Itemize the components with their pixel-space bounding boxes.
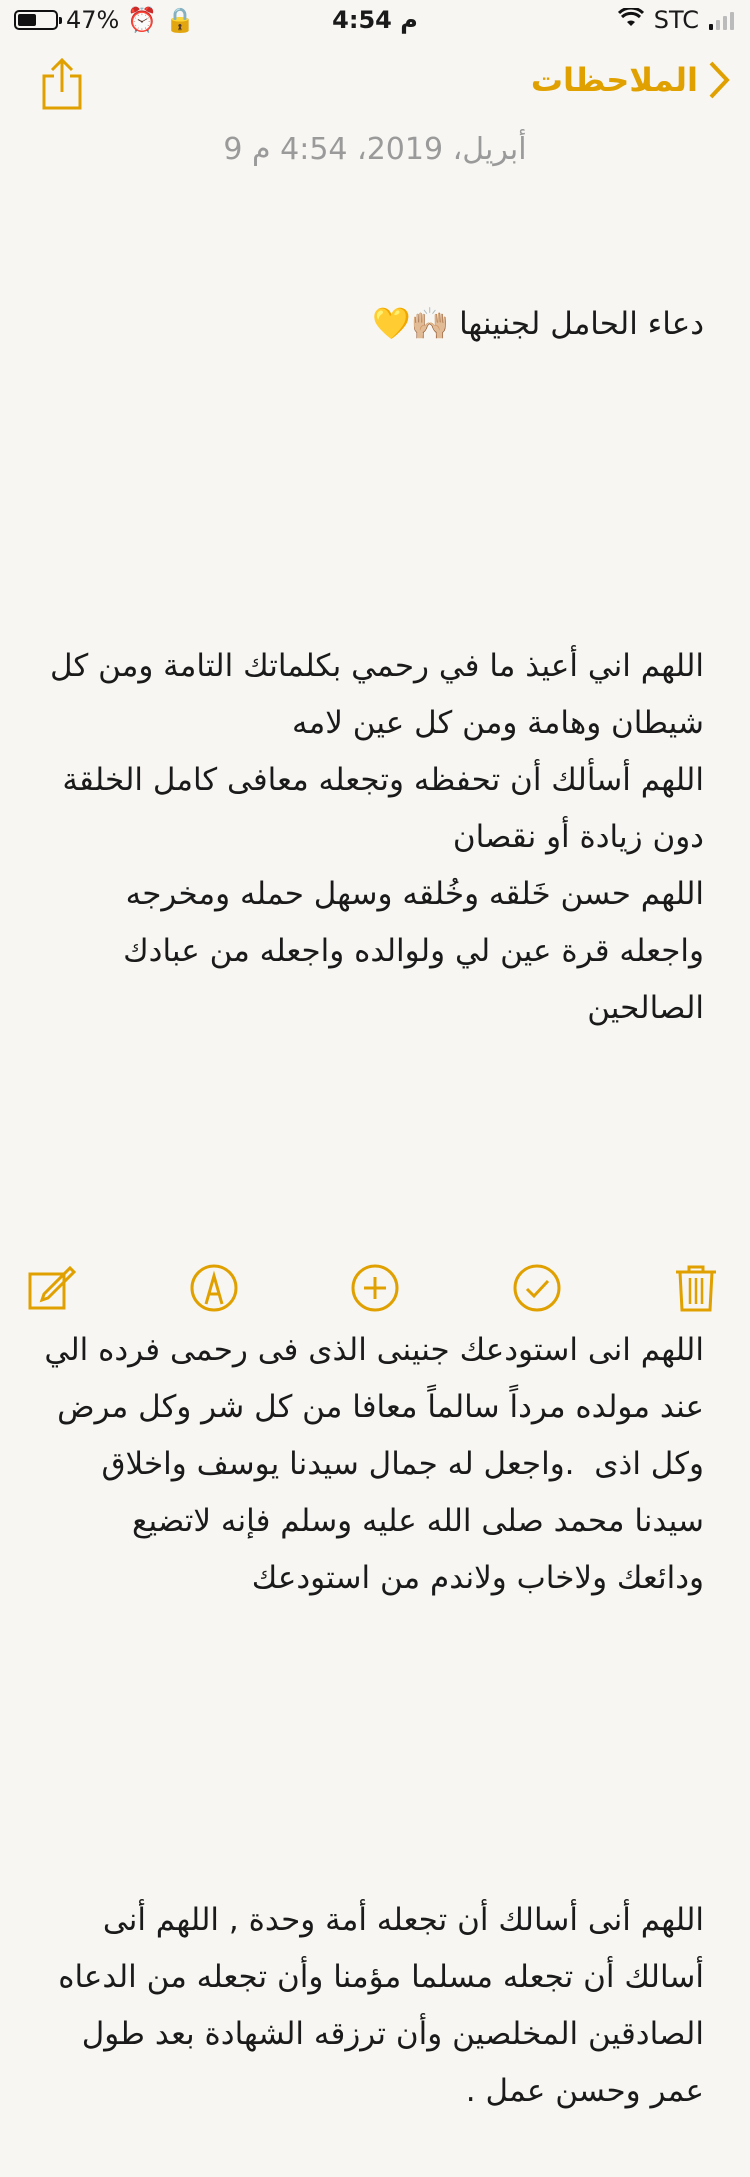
- note-paragraph: اللهم أنى أسالك أن تجعله أمة وحدة , اللهم أنى أسالك أن تجعله مسلما مؤمنا وأن تجعله من الدعاه الصادقين المخلصين وأن ترزقه الشهادة بعد طول عمر وحسن عمل .: [48, 1902, 704, 2109]
- share-button[interactable]: [40, 56, 84, 112]
- status-time: 4:54 م: [332, 6, 418, 34]
- alarm-icon: ⏰: [127, 6, 158, 34]
- markup-button[interactable]: [188, 1262, 240, 1314]
- note-date: 9 أبريل، 2019، 4:54 م: [223, 132, 527, 167]
- chevron-right-icon: [708, 60, 730, 100]
- compose-button[interactable]: [26, 1262, 78, 1314]
- note-paragraph: اللهم اني أعيذ ما في رحمي بكلماتك التامة ومن كل شيطان وهامة ومن كل عين لامه اللهم أسألك أن تحفظه وتجعله معافى كامل الخلقة دون زيادة أو نقصان اللهم حسن خَلقه وخُلقه وسهل حمله ومخرجه واجعله قرة عين لي ولوالده واجعله من عبادك الصالحين: [50, 648, 704, 1026]
- checklist-icon: [511, 1262, 563, 1314]
- bottom-toolbar: [0, 1250, 750, 1320]
- back-button[interactable]: [531, 60, 730, 100]
- navigation-bar: [0, 50, 750, 120]
- battery-percent: 47%: [66, 6, 120, 34]
- signal-icon: [709, 10, 734, 30]
- orientation-lock-icon: 🔒: [165, 6, 196, 34]
- add-icon: [349, 1262, 401, 1314]
- wifi-icon: [618, 6, 644, 34]
- back-label: الملاحظات: [530, 61, 698, 99]
- compose-icon: [26, 1262, 78, 1314]
- add-button[interactable]: [349, 1262, 401, 1314]
- delete-button[interactable]: [670, 1262, 722, 1314]
- status-right: [618, 6, 734, 34]
- checklist-button[interactable]: [511, 1262, 563, 1314]
- note-body[interactable]: [34, 182, 704, 2177]
- note-title: دعاء الحامل لجنينها 🙌🏼💛: [372, 306, 704, 342]
- note-paragraph: اللهم انى استودعك جنينى الذى فى رحمى فرده الي عند مولده مرداً سالماً معافا من كل شر وكل مرض وكل اذى .واجعل له جمال سيدنا يوسف واخلاق سيدنا محمد صلى الله عليه وسلم فإنه لاتضيع ودائعك ولاخاب ولاندم من استودعك: [34, 1332, 704, 1596]
- trash-icon: [670, 1262, 722, 1314]
- carrier-name: STC: [653, 6, 699, 34]
- share-icon: [40, 56, 84, 112]
- markup-icon: [188, 1262, 240, 1314]
- status-bar: [0, 0, 750, 40]
